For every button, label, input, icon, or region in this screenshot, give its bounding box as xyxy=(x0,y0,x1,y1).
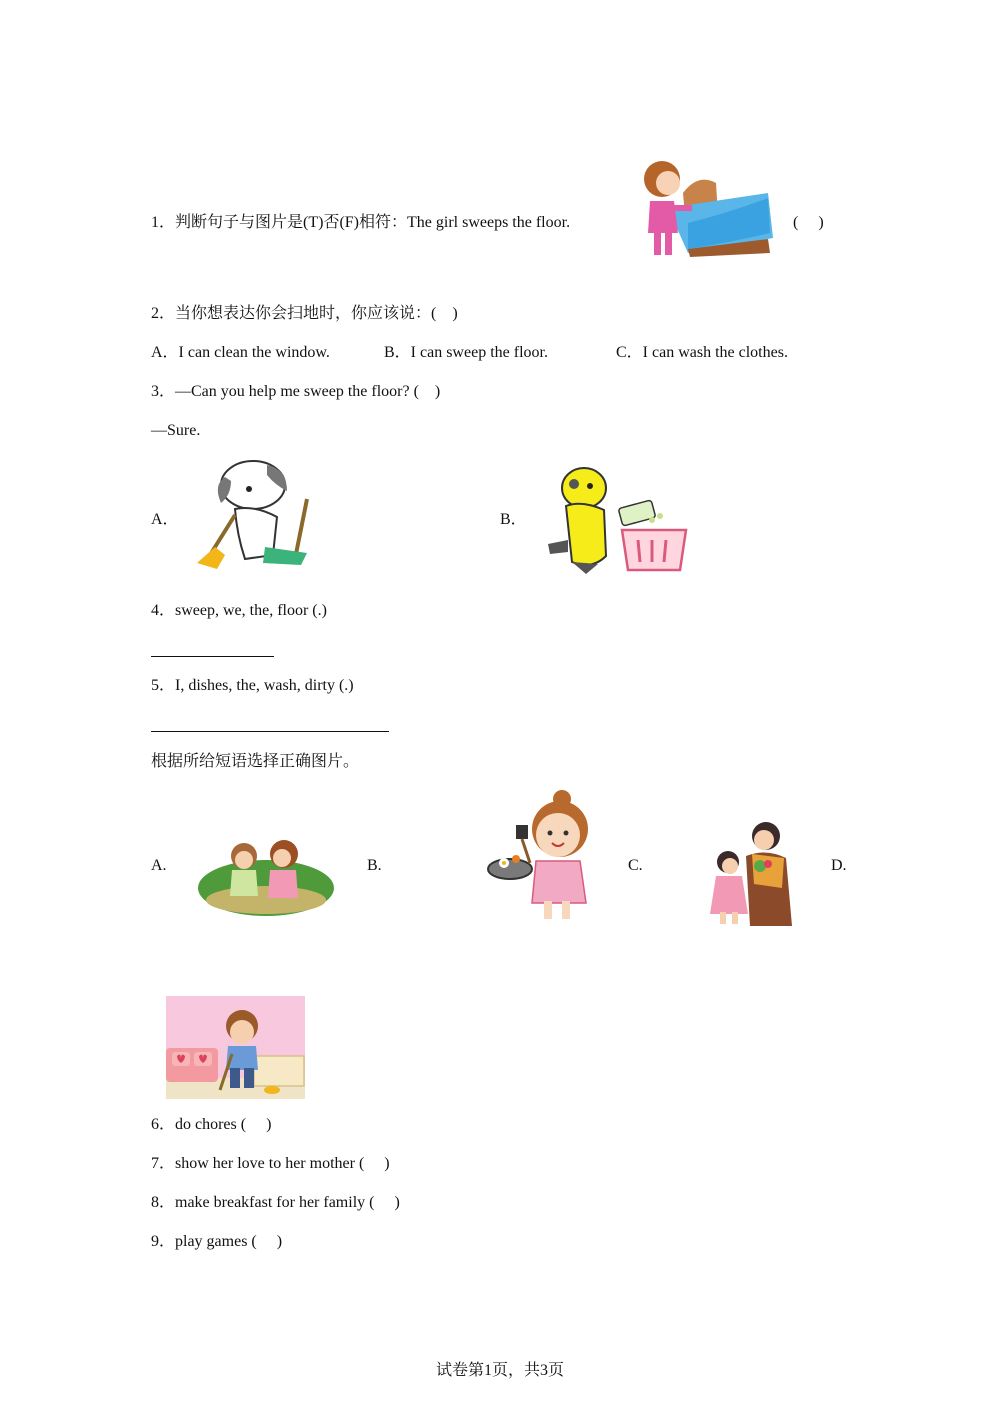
dog-sweeping-icon[interactable] xyxy=(195,455,315,577)
option-c-label[interactable]: C. xyxy=(628,857,643,874)
girl-making-bed-icon xyxy=(628,153,778,261)
q5-stem: 5．I, dishes, the, wash, dirty (.) xyxy=(151,677,354,694)
q3-option-a-label[interactable]: A． xyxy=(151,511,179,528)
q4-stem: 4．sweep, we, the, floor (.) xyxy=(151,602,327,619)
option-d-label[interactable]: D. xyxy=(831,857,847,874)
section-instruction: 根据所给短语选择正确图片。 xyxy=(151,753,360,770)
option-b-label[interactable]: B. xyxy=(367,857,382,874)
q1-stem: 1．判断句子与图片是(T)否(F)相符：The girl sweeps the floor. xyxy=(151,214,571,231)
page-footer: 试卷第1页，共3页 xyxy=(435,1362,564,1379)
question-7[interactable]: 7．show her love to her mother ( ) xyxy=(151,1155,390,1172)
boy-sweeping-icon[interactable] xyxy=(166,996,305,1099)
q2-stem: 2．当你想表达你会扫地时，你应该说：( ) xyxy=(151,305,458,322)
q2-option-a[interactable]: A．I can clean the window. xyxy=(151,344,330,361)
q5-answer-line[interactable] xyxy=(151,731,389,732)
q2-option-b[interactable]: B．I can sweep the floor. xyxy=(384,344,548,361)
q3-option-b-label[interactable]: B． xyxy=(500,511,527,528)
q3-stem: 3．—Can you help me sweep the floor? ( ) xyxy=(151,383,441,400)
q4-answer-line[interactable] xyxy=(151,656,274,657)
q2-option-c[interactable]: C．I can wash the clothes. xyxy=(616,344,788,361)
girl-cooking-icon[interactable] xyxy=(486,789,594,923)
question-6[interactable]: 6．do chores ( ) xyxy=(151,1116,272,1133)
girl-hugging-mother-icon[interactable] xyxy=(706,818,794,926)
q3-reply: —Sure. xyxy=(151,422,201,439)
dog-laundry-icon[interactable] xyxy=(542,462,692,577)
option-a-label[interactable]: A. xyxy=(151,857,167,874)
question-9[interactable]: 9．play games ( ) xyxy=(151,1233,283,1250)
question-8[interactable]: 8．make breakfast for her family ( ) xyxy=(151,1194,400,1211)
q1-answer-paren[interactable]: ( ) xyxy=(793,214,824,231)
kids-playing-grass-icon[interactable] xyxy=(196,836,336,918)
